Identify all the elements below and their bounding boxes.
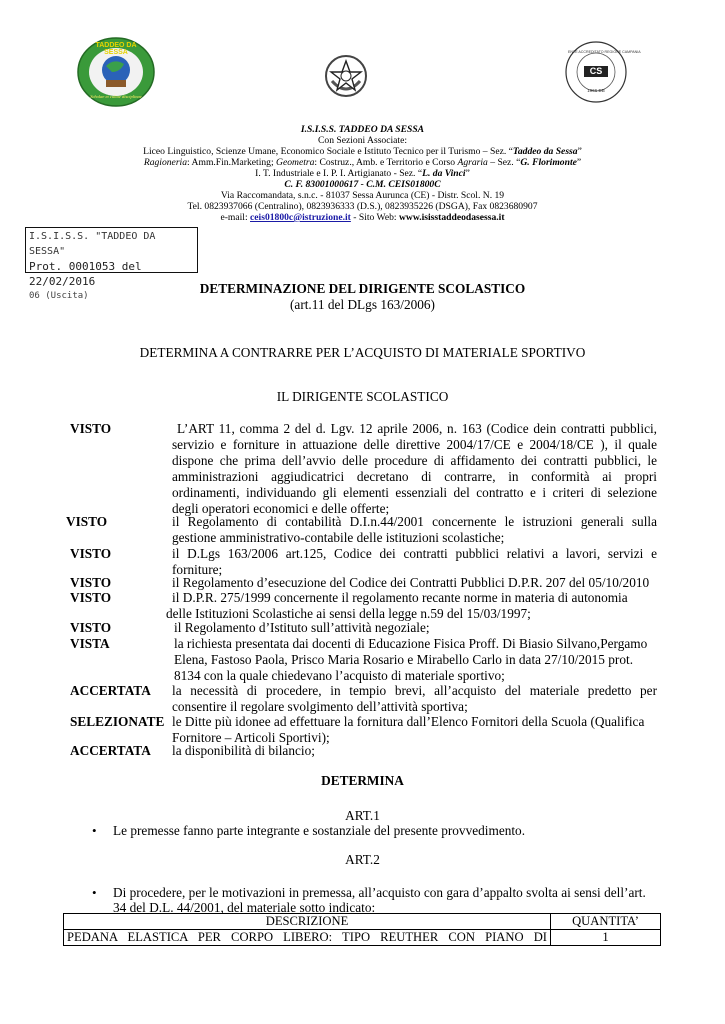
art1-heading: ART.1 [345,808,380,823]
header-line3: Ragioneria: Amm.Fin.Marketing; Geometra: Costruz., Amb. e Territorio e Corso Agraria – Sez. “G. Florimonte” [143,157,582,168]
logo-text-bottom: Scholae et cultae disciplinae [90,94,142,99]
premessa-line: il D.Lgs 163/2006 art.125, Codice dei contratti pubblici relativi a lavori, servizi e [172,546,657,561]
premessa-line: la richiesta presentata dai docenti di Educazione Fisica Proff. Di Biasio Silvano,Pergamo [174,636,648,651]
premessa-line: dispone che prima dell’avvio delle procedure di affidamento dei contratti pubblici, le [172,453,657,468]
premessa-line: amministrazioni aggiudicatrici decretano di contrarre, in conformità ai propri [172,469,657,484]
document-subtitle: (art.11 del DLgs 163/2006) [289,297,435,312]
premessa-line: servizio e forniture in attuazione delle direttive 2004/17/CE e 2004/18/CE ), il quale [172,437,657,452]
stamp-type: 06 (Uscita) [29,291,89,301]
premessa-line: delle Istituzioni Scolastiche ai sensi della legge n.59 del 15/03/1997; [166,606,531,621]
premessa-label: VISTO [70,575,112,590]
accreditation-text: ENTE ACCREDITATO REGIONE CAMPANIA [568,50,641,54]
premessa-label: VISTO [70,546,112,561]
premessa-line: degli operatori economici e delle offerte; [172,501,390,516]
table-row [64,930,661,946]
premessa-line: forniture; [172,562,223,577]
materials-table [63,913,661,946]
premessa-label: ACCERTATA [70,743,151,758]
accreditation-code: CS [589,66,603,76]
bullet-icon: • [92,823,97,838]
header-line4: I. T. Industriale e I. P. I. Artigianato - Sez. “L. da Vinci” [255,168,470,179]
premessa-line: il Regolamento di contabilità D.I.n.44/2001 concernente le istruzioni generali sulla [172,514,657,529]
premessa-label: VISTA [70,636,110,651]
premessa-label: VISTO [66,514,108,529]
premessa-line: il D.P.R. 275/1999 concernente il regolamento recante norme in materia di autonomia [172,590,628,605]
determina-heading: DETERMINA [321,773,404,788]
header-address: Via Raccomandata, s.n.c. - 81037 Sessa Aurunca (CE) - Distr. Scol. N. 19 [220,190,505,201]
premessa-line: la necessità di procedere, in tempio brevi, all’acquisto del materiale predetto per [172,683,657,698]
header-line1: Con Sezioni Associate: [318,135,407,146]
header-fiscal-code: C. F. 83001000617 - C.M. CEIS01800C [284,179,441,190]
premessa-line: 8134 con la quale chiedevano l’acquisto di materiale sportivo; [174,668,505,683]
premessa-line: Fornitore – Articoli Sportivi); [172,730,330,745]
premessa-label: VISTO [70,421,112,436]
premessa-line: ordinamenti, individuando gli elementi essenziali del contratto e i criteri di selezione [172,485,657,500]
premessa-line: Elena, Fastoso Paola, Prisco Maria Rosario e Mirabello Carlo in data 27/10/2015 prot. [174,652,634,667]
premessa-line: le Ditte più idonee ad effettuare la fornitura dall’Elenco Fornitori della Scuola (Qualifica [172,714,645,729]
table-cell-quantity: 1 [551,930,661,946]
stamp-protocol: Prot. 0001053 del 22/02/2016 [29,260,142,288]
accreditation-year: 1966 DB [587,88,605,93]
dirigente-heading: IL DIRIGENTE SCOLASTICO [276,389,449,404]
premessa-line: gestione amministrativo-contabile delle istituzioni scolastiche; [172,530,505,545]
premessa-line: la disponibilità di bilancio; [172,743,315,758]
table-header-quantity: QUANTITA’ [551,914,661,930]
premessa-line: il Regolamento d’Istituto sull’attività negoziale; [174,620,430,635]
premessa-line: consentire il regolare svolgimento dell’attività sportiva; [172,699,468,714]
table-header-description: DESCRIZIONE [64,914,551,930]
header-contacts: e-mail: ceis01800c@istruzione.it - Sito Web: www.isisstaddeodasessa.it [220,212,505,223]
art1-text: Le premesse fanno parte integrante e sostanziale del presente provvedimento. [113,823,526,838]
email-link[interactable]: ceis01800c@istruzione.it [250,212,351,223]
art2-text-line2: 34 del D.L. 44/2001, del materiale sotto indicato: [113,900,376,915]
header-phones: Tel. 0823937066 (Centralino), 0823936333 (D.S.), 0823935226 (DSGA), Fax 0823680907 [187,201,538,212]
school-name: I.S.I.S.S. TADDEO DA SESSA [300,124,425,135]
website-link[interactable]: www.isisstaddeodasessa.it [398,212,505,223]
premessa-label: VISTO [70,620,112,635]
bullet-icon: • [92,885,97,900]
logo-text-top: TADDEO DA SESSA [95,42,137,56]
art2-text-line1: Di procedere, per le motivazioni in premessa, all’acquisto con gara d’appalto svolta ai sensi dell’art. [113,885,646,900]
table-header-row [64,914,661,930]
stamp-school: I.S.I.S.S. "TADDEO DA SESSA" [29,231,156,257]
art2-heading: ART.2 [345,852,380,867]
premessa-label: VISTO [70,590,112,605]
determina-subject: DETERMINA A CONTRARRE PER L’ACQUISTO DI MATERIALE SPORTIVO [139,345,586,360]
table-cell-description: PEDANA ELASTICA PER CORPO LIBERO: TIPO REUTHER CON PIANO DI [64,930,551,946]
premessa-line: L’ART 11, comma 2 del d. Lgv. 12 aprile 2006, n. 163 (Codice dein contratti pubblici, [177,421,657,436]
premessa-label: SELEZIONATE [70,714,165,729]
premessa-line: il Regolamento d’esecuzione del Codice dei Contratti Pubblici D.P.R. 207 del 05/10/2010 [172,575,650,590]
document-title: DETERMINAZIONE DEL DIRIGENTE SCOLASTICO [199,281,526,296]
premessa-label: ACCERTATA [70,683,151,698]
header-line2: Liceo Linguistico, Scienze Umane, Economico Sociale e Istituto Tecnico per il Turismo – Sez. “Taddeo da Sessa” [143,146,582,157]
